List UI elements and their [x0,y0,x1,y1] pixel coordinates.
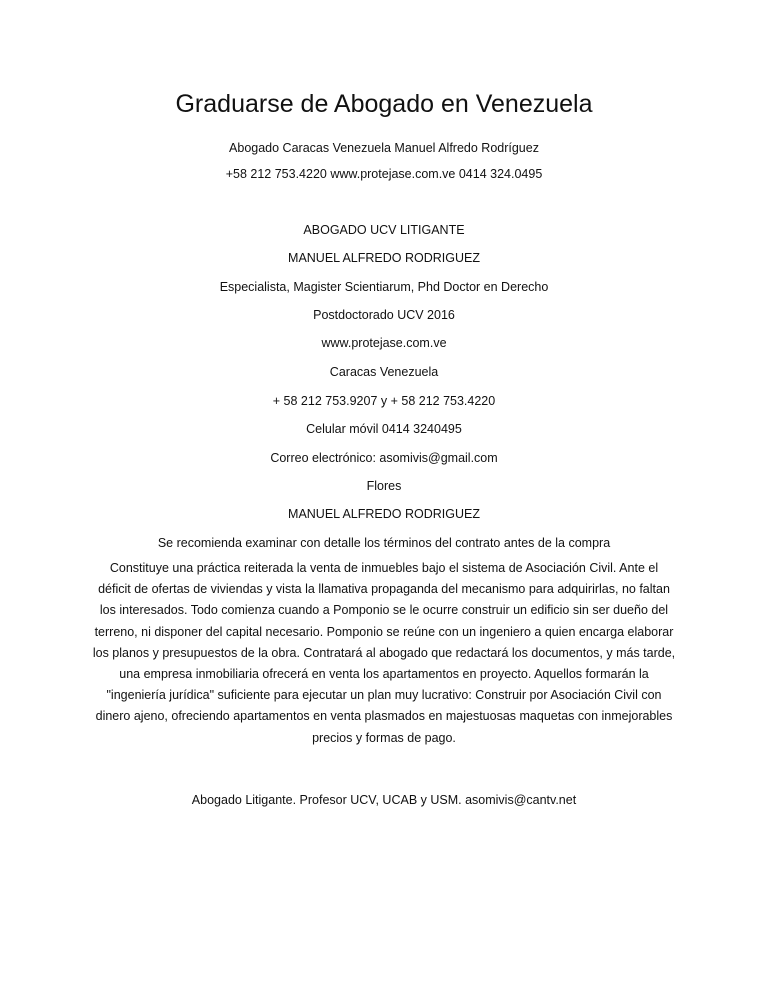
card-email: Correo electrónico: asomivis@gmail.com [270,451,498,465]
card-name-repeat: MANUEL ALFREDO RODRIGUEZ [288,507,480,521]
card-flowers: Flores [366,479,402,493]
card-city: Caracas Venezuela [329,365,439,379]
card-name: MANUEL ALFREDO RODRIGUEZ [288,251,480,265]
card-degrees: Especialista, Magister Scientiarum, Phd Doctor en Derecho [219,280,549,294]
subtitle-contact: +58 212 753.4220 www.protejase.com.ve 0414 324.0495 [225,167,543,181]
body-paragraph: Constituye una práctica reiterada la venta de inmuebles bajo el sistema de Asociación Civil. Ante el déficit de ofertas de viviendas y vista la llamativa propaganda del mecanismo para adquirirlas, no faltan los interesados. Todo comienza cuando a Pomponio se le ocurre construir un edificio sin ser dueño del terreno, ni disponer del capital necesario. Pomponio se reúne con un ingeniero a quien encarga elaborar los planos y presupuestos de la obra. Contratará al abogado que redactará los documentos, y más tarde, una empresa inmobiliaria ofrecerá en venta los apartamentos en proyecto. Aquellos formarán la "ingeniería jurídica" suficiente para ejecutar un plan muy lucrativo: Construir por Asociación Civil con dinero ajeno, ofreciendo apartamentos en venta plasmados en majestuosas maquetas con inmejorables precios y formas de pago. [92,561,676,745]
subtitle-author: Abogado Caracas Venezuela Manuel Alfredo Rodríguez [229,141,539,155]
card-role: ABOGADO UCV LITIGANTE [303,223,465,237]
card-website: www.protejase.com.ve [321,336,447,350]
card-mobile: Celular móvil 0414 3240495 [306,422,462,436]
card-postdoc: Postdoctorado UCV 2016 [313,308,455,322]
footer-line: Abogado Litigante. Profesor UCV, UCAB y USM. asomivis@cantv.net [191,793,577,807]
card-phones: + 58 212 753.9207 y + 58 212 753.4220 [272,394,496,408]
recommendation-line: Se recomienda examinar con detalle los términos del contrato antes de la compra [157,536,611,550]
document-title: Graduarse de Abogado en Venezuela [175,90,593,118]
